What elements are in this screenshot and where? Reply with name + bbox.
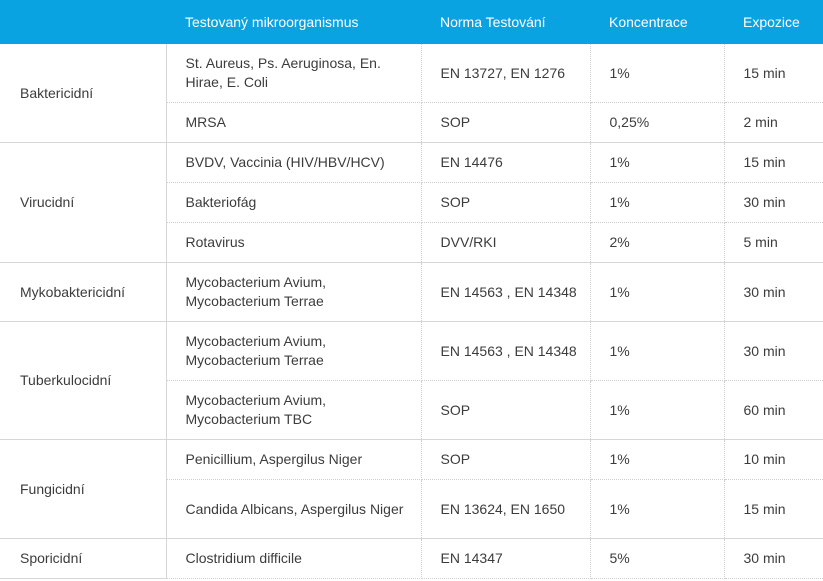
norm-cell: SOP <box>421 381 590 440</box>
exposure-cell: 60 min <box>724 381 823 440</box>
concentration-cell: 1% <box>590 381 724 440</box>
exposure-cell: 30 min <box>724 322 823 381</box>
norm-cell: EN 14563 , EN 14348 <box>421 322 590 381</box>
category-cell: Fungicidní <box>0 440 166 539</box>
organism-cell: Candida Albicans, Aspergilus Niger <box>166 480 421 539</box>
category-cell: Baktericidní <box>0 44 166 143</box>
organism-cell: BVDV, Vaccinia (HIV/HBV/HCV) <box>166 143 421 183</box>
norm-cell: EN 14347 <box>421 539 590 579</box>
organism-cell: Penicillium, Aspergilus Niger <box>166 440 421 480</box>
norm-cell: SOP <box>421 440 590 480</box>
table-row <box>0 263 823 322</box>
norm-cell: DVV/RKI <box>421 223 590 263</box>
concentration-cell: 1% <box>590 143 724 183</box>
concentration-cell: 1% <box>590 183 724 223</box>
organism-cell: MRSA <box>166 103 421 143</box>
concentration-cell: 0,25% <box>590 103 724 143</box>
table-row <box>0 322 823 381</box>
header-exposure: Expozice <box>724 0 823 44</box>
exposure-cell: 15 min <box>724 143 823 183</box>
norm-cell: EN 13727, EN 1276 <box>421 44 590 103</box>
exposure-cell: 15 min <box>724 480 823 539</box>
category-cell: Sporicidní <box>0 539 166 579</box>
organism-cell: Bakteriofág <box>166 183 421 223</box>
norm-cell: SOP <box>421 183 590 223</box>
norm-cell: EN 14476 <box>421 143 590 183</box>
table-row <box>0 44 823 103</box>
header-row <box>0 0 823 44</box>
organism-cell: Mycobacterium Avium, Mycobacterium Terrae <box>166 263 421 322</box>
organism-cell: Clostridium difficile <box>166 539 421 579</box>
exposure-cell: 30 min <box>724 539 823 579</box>
concentration-cell: 2% <box>590 223 724 263</box>
organism-cell: Rotavirus <box>166 223 421 263</box>
norm-cell: EN 14563 , EN 14348 <box>421 263 590 322</box>
organism-cell: Mycobacterium Avium, Mycobacterium Terrae <box>166 322 421 381</box>
concentration-cell: 1% <box>590 263 724 322</box>
concentration-cell: 5% <box>590 539 724 579</box>
exposure-cell: 15 min <box>724 44 823 103</box>
table-row <box>0 539 823 579</box>
concentration-cell: 1% <box>590 44 724 103</box>
table-row <box>0 143 823 183</box>
exposure-cell: 10 min <box>724 440 823 480</box>
exposure-cell: 30 min <box>724 263 823 322</box>
header-concentration: Koncentrace <box>590 0 724 44</box>
header-category <box>0 0 166 44</box>
category-cell: Tuberkulocidní <box>0 322 166 440</box>
concentration-cell: 1% <box>590 480 724 539</box>
exposure-cell: 5 min <box>724 223 823 263</box>
norm-cell: SOP <box>421 103 590 143</box>
table-header <box>0 0 823 44</box>
norm-cell: EN 13624, EN 1650 <box>421 480 590 539</box>
category-cell: Virucidní <box>0 143 166 263</box>
exposure-cell: 30 min <box>724 183 823 223</box>
organism-cell: Mycobacterium Avium, Mycobacterium TBC <box>166 381 421 440</box>
concentration-cell: 1% <box>590 440 724 480</box>
concentration-cell: 1% <box>590 322 724 381</box>
organism-cell: St. Aureus, Ps. Aeruginosa, En. Hirae, E. Coli <box>166 44 421 103</box>
table-row <box>0 440 823 480</box>
category-cell: Mykobaktericidní <box>0 263 166 322</box>
exposure-cell: 2 min <box>724 103 823 143</box>
header-organism: Testovaný mikroorganismus <box>166 0 421 44</box>
table-body <box>0 44 823 579</box>
header-norm: Norma Testování <box>421 0 590 44</box>
